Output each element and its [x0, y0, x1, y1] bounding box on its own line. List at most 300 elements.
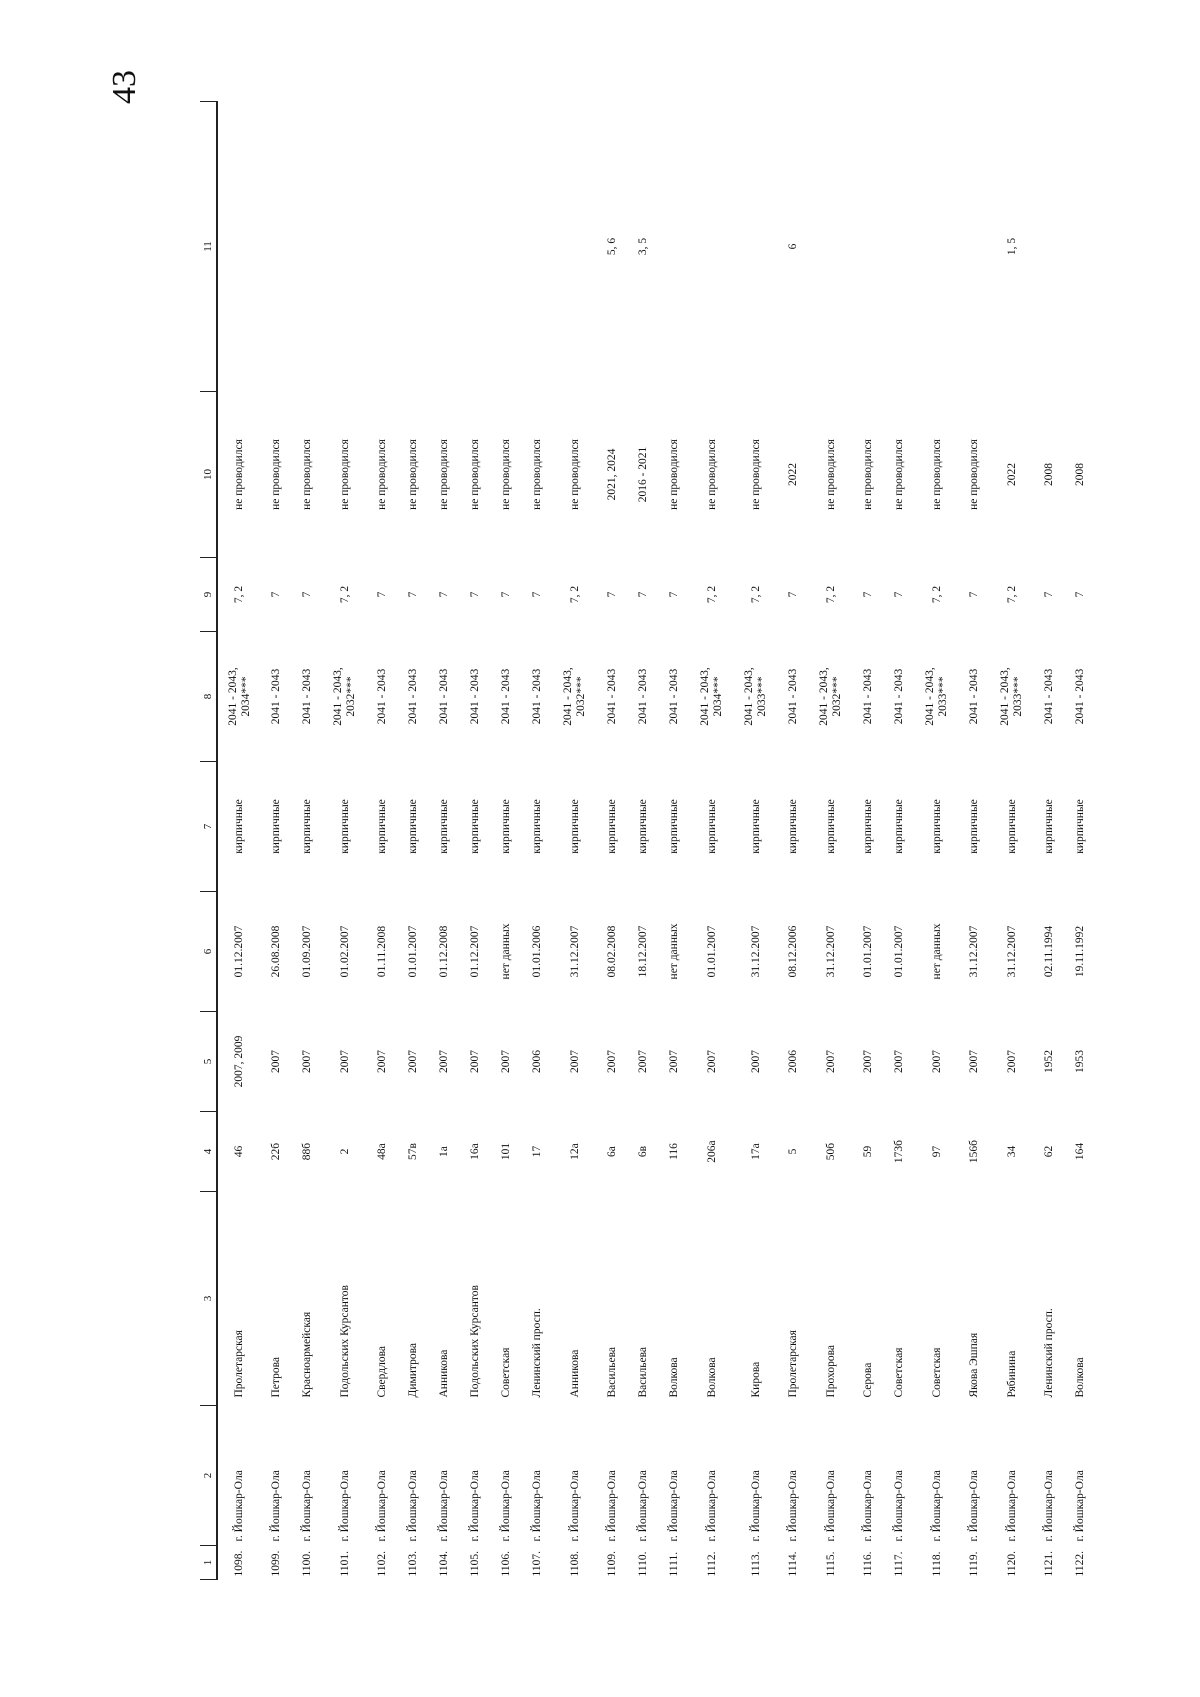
city-cell: г. Йошкар-Ола: [668, 1470, 680, 1542]
table-row: [990, 102, 1034, 1580]
period-cell: [323, 632, 367, 762]
material-cell: кирпичные: [376, 799, 388, 854]
city-cell: г. Йошкар-Ола: [824, 1470, 837, 1542]
wear-cell: 7, 2: [338, 585, 351, 604]
date-cell: 18.12.2007: [637, 925, 649, 978]
street-cell: Подольских Курсантов: [338, 1285, 351, 1398]
house-number-cell: 101: [500, 1142, 512, 1161]
table-row: [915, 102, 959, 1580]
material-cell: кирпичные: [862, 799, 874, 854]
row-number: 1115.: [824, 1551, 837, 1577]
period-cell: [460, 632, 491, 762]
material-cell: кирпичные: [606, 799, 618, 854]
house-number-cell: 57в: [407, 1143, 419, 1160]
city-cell: г. Йошкар-Ола: [606, 1470, 618, 1542]
house-number-cell: 62: [1043, 1145, 1055, 1158]
repair-cell: не проводился: [301, 439, 313, 510]
extra-cell: 3, 5: [637, 237, 649, 256]
period-line: 2041 - 2043: [1043, 668, 1055, 725]
period-line-extra: 2033***: [1012, 676, 1024, 717]
city-cell: г. Йошкар-Ола: [270, 1470, 282, 1542]
city-cell: г. Йошкар-Ола: [705, 1470, 718, 1542]
street-cell: Подольских Курсантов: [469, 1285, 481, 1398]
repair-cell: не проводился: [824, 439, 837, 510]
repair-cell: не проводился: [668, 439, 680, 510]
wear-cell: 7, 2: [824, 585, 837, 604]
period-cell: [1034, 632, 1065, 762]
material-cell: кирпичные: [500, 799, 512, 854]
city-cell: г. Йошкар-Ола: [438, 1470, 450, 1542]
house-number-cell: 173б: [893, 1139, 905, 1164]
period-line: 2041 - 2043: [1074, 668, 1086, 725]
repair-cell: 2022: [1005, 463, 1018, 486]
wear-cell: 7, 2: [568, 585, 581, 604]
extra-cell: [1065, 102, 1096, 392]
city-cell: г. Йошкар-Ола: [749, 1470, 762, 1542]
year-cell: 2007: [438, 1050, 450, 1073]
wear-cell: 7: [862, 591, 874, 598]
date-cell: 02.11.1994: [1043, 925, 1055, 978]
row-number: 1116.: [862, 1551, 874, 1577]
table-header: [200, 102, 217, 1580]
year-cell: 2007: [301, 1050, 313, 1073]
extra-cell: [367, 102, 398, 392]
table-row: [553, 102, 597, 1580]
header-row: [200, 102, 217, 1580]
table-row: [292, 102, 323, 1580]
row-number: 1098.: [233, 1550, 245, 1577]
house-number-cell: 48а: [376, 1143, 388, 1160]
house-number-cell: 164: [1074, 1142, 1086, 1161]
table-row: [884, 102, 915, 1580]
street-cell: Анникова: [568, 1349, 581, 1398]
extra-cell: [809, 102, 853, 392]
period-cell: [778, 632, 809, 762]
repair-cell: 2022: [787, 463, 799, 486]
house-number-cell: 34: [1005, 1145, 1018, 1158]
year-cell: 2007: [968, 1050, 980, 1073]
period-line-extra: 2032***: [345, 676, 357, 717]
street-cell: Пролетарская: [787, 1330, 799, 1398]
table-row: [659, 102, 690, 1580]
table-row: [460, 102, 491, 1580]
house-number-cell: 6а: [606, 1146, 618, 1157]
column-header-11: 11: [200, 102, 217, 392]
street-cell: Красноармейская: [301, 1311, 313, 1398]
year-cell: 2007: [893, 1050, 905, 1073]
period-line: 2041 - 2043: [862, 668, 874, 725]
extra-cell: 6: [787, 243, 799, 250]
period-line: 2041 - 2043: [407, 668, 419, 725]
year-cell: 2007: [824, 1050, 837, 1073]
city-cell: г. Йошкар-Ола: [787, 1470, 799, 1542]
table-body: [217, 102, 1096, 1580]
extra-cell: [491, 102, 522, 392]
year-cell: 2007: [407, 1050, 419, 1073]
city-cell: г. Йошкар-Ола: [1043, 1470, 1055, 1542]
wear-cell: 7: [301, 591, 313, 598]
period-line: 2041 - 2043: [301, 668, 313, 725]
wear-cell: 7, 2: [233, 585, 245, 604]
column-header-9: 9: [200, 558, 217, 632]
repair-cell: 2008: [1043, 463, 1055, 486]
house-number-cell: 17: [531, 1145, 543, 1158]
date-cell: 08.02.2008: [606, 925, 618, 978]
table-row: [778, 102, 809, 1580]
column-header-2: 2: [200, 1406, 217, 1546]
material-cell: кирпичные: [270, 799, 282, 854]
extra-cell: [1034, 102, 1065, 392]
year-cell: 2007: [469, 1050, 481, 1073]
wear-cell: 7: [469, 591, 481, 598]
period-line: 2041 - 2043,: [699, 667, 711, 726]
wear-cell: 7: [893, 591, 905, 598]
table-row: [398, 102, 429, 1580]
material-cell: кирпичные: [824, 799, 837, 854]
repair-cell: не проводился: [568, 439, 581, 510]
table-row: [734, 102, 778, 1580]
period-line: 2041 - 2043: [668, 668, 680, 725]
material-cell: кирпичные: [438, 799, 450, 854]
period-cell: [734, 632, 778, 762]
period-cell: [597, 632, 628, 762]
extra-cell: [853, 102, 884, 392]
extra-cell: [429, 102, 460, 392]
street-cell: Прохорова: [824, 1345, 837, 1398]
house-number-cell: 2: [338, 1148, 351, 1155]
house-number-cell: 97: [930, 1145, 943, 1158]
city-cell: г. Йошкар-Ола: [376, 1470, 388, 1542]
wear-cell: 7: [407, 591, 419, 598]
repair-cell: не проводился: [469, 439, 481, 510]
street-cell: Васильева: [606, 1346, 618, 1398]
repair-cell: не проводился: [438, 439, 450, 510]
extra-cell: [884, 102, 915, 392]
period-line: 2041 - 2043,: [226, 667, 239, 726]
wear-cell: 7: [787, 591, 799, 598]
year-cell: 2007: [637, 1050, 649, 1073]
period-cell: [367, 632, 398, 762]
date-cell: 01.11.2008: [376, 925, 388, 978]
material-cell: кирпичные: [407, 799, 419, 854]
year-cell: 2006: [787, 1050, 799, 1073]
date-cell: нет данных: [930, 923, 943, 980]
repair-cell: не проводился: [705, 439, 718, 510]
column-header-8: 8: [200, 632, 217, 762]
period-cell: [292, 632, 323, 762]
date-cell: 19.11.1992: [1074, 925, 1086, 978]
period-cell: [990, 632, 1034, 762]
extra-cell: [522, 102, 553, 392]
material-cell: кирпичные: [893, 799, 905, 854]
house-number-cell: 88б: [301, 1142, 313, 1161]
street-cell: Советская: [893, 1347, 905, 1398]
repair-cell: не проводился: [749, 439, 762, 510]
city-cell: г. Йошкар-Ола: [301, 1470, 313, 1542]
house-number-cell: 206а: [705, 1140, 718, 1163]
period-line-extra: 2034***: [712, 676, 724, 717]
period-cell: [261, 632, 292, 762]
street-cell: Волкова: [1074, 1357, 1086, 1398]
extra-cell: [460, 102, 491, 392]
street-cell: Рябинина: [1005, 1350, 1018, 1398]
row-number: 1104.: [438, 1551, 450, 1577]
wear-cell: 7: [606, 591, 618, 598]
material-cell: кирпичные: [930, 799, 943, 854]
house-number-cell: 116: [668, 1143, 680, 1160]
material-cell: кирпичные: [338, 799, 351, 854]
period-line: 2041 - 2043: [531, 668, 543, 725]
material-cell: кирпичные: [1043, 799, 1055, 854]
street-cell: Васильева: [637, 1346, 649, 1398]
street-cell: Ленинский просп.: [531, 1308, 543, 1398]
year-cell: 2007: [376, 1050, 388, 1073]
period-cell: [915, 632, 959, 762]
year-cell: 1952: [1043, 1050, 1055, 1073]
period-line: 2041 - 2043: [893, 668, 905, 725]
row-number: 1100.: [301, 1551, 313, 1577]
extra-cell: [217, 102, 261, 392]
street-cell: Димитрова: [407, 1343, 419, 1398]
date-cell: 26.08.2008: [270, 925, 282, 978]
city-cell: г. Йошкар-Ола: [930, 1470, 943, 1542]
year-cell: 2007, 2009: [233, 1035, 245, 1088]
street-cell: Пролетарская: [233, 1330, 245, 1398]
street-cell: Волкова: [668, 1357, 680, 1398]
date-cell: нет данных: [500, 923, 512, 980]
street-cell: Анникова: [438, 1349, 450, 1398]
column-header-10: 10: [200, 392, 217, 558]
row-number: 1117.: [893, 1551, 905, 1577]
city-cell: г. Йошкар-Ола: [1074, 1470, 1086, 1542]
street-cell: Ленинский просп.: [1043, 1308, 1055, 1398]
table-row: [853, 102, 884, 1580]
repair-cell: не проводился: [233, 439, 245, 510]
street-cell: Петрова: [270, 1357, 282, 1398]
house-number-cell: 46: [233, 1145, 245, 1158]
material-cell: кирпичные: [749, 799, 762, 854]
table-row: [809, 102, 853, 1580]
repair-cell: 2008: [1074, 463, 1086, 486]
city-cell: г. Йошкар-Ола: [1005, 1470, 1018, 1542]
period-line: 2041 - 2043,: [743, 667, 755, 726]
city-cell: г. Йошкар-Ола: [531, 1470, 543, 1542]
row-number: 1121.: [1043, 1551, 1055, 1577]
extra-cell: 5, 6: [606, 237, 618, 256]
period-cell: [659, 632, 690, 762]
wear-cell: 7: [531, 591, 543, 598]
period-cell: [553, 632, 597, 762]
row-number: 1106.: [500, 1551, 512, 1577]
city-cell: г. Йошкар-Ола: [338, 1470, 351, 1542]
period-cell: [522, 632, 553, 762]
extra-cell: [553, 102, 597, 392]
extra-cell: [323, 102, 367, 392]
city-cell: г. Йошкар-Ола: [500, 1470, 512, 1542]
column-header-7: 7: [200, 762, 217, 892]
year-cell: 2007: [1005, 1050, 1018, 1073]
date-cell: 31.12.2007: [568, 925, 581, 978]
table-row: [690, 102, 734, 1580]
wear-cell: 7: [1043, 591, 1055, 598]
row-number: 1107.: [531, 1551, 543, 1577]
material-cell: кирпичные: [1005, 799, 1018, 854]
row-number: 1102.: [376, 1551, 388, 1577]
repair-cell: не проводился: [862, 439, 874, 510]
wear-cell: 7: [637, 591, 649, 598]
material-cell: кирпичные: [705, 799, 718, 854]
wear-cell: 7: [968, 591, 980, 598]
extra-cell: 1, 5: [1005, 237, 1018, 256]
table-row: [959, 102, 990, 1580]
column-header-4: 4: [200, 1112, 217, 1192]
rotated-page: [200, 102, 1086, 1580]
date-cell: нет данных: [668, 923, 680, 980]
period-line: 2041 - 2043: [270, 668, 282, 725]
extra-cell: [915, 102, 959, 392]
period-line: 2041 - 2043,: [562, 667, 574, 726]
table-row: [1034, 102, 1065, 1580]
period-line: 2041 - 2043: [787, 668, 799, 725]
street-cell: Якова Эшпая: [968, 1332, 980, 1398]
row-number: 1119.: [968, 1551, 980, 1577]
date-cell: 01.12.2007: [233, 925, 245, 978]
date-cell: 31.12.2007: [968, 925, 980, 978]
house-number-cell: 22б: [270, 1142, 282, 1161]
wear-cell: 7, 2: [930, 585, 943, 604]
extra-cell: [659, 102, 690, 392]
period-line-extra: 2032***: [575, 676, 587, 717]
wear-cell: 7: [1074, 591, 1086, 598]
material-cell: кирпичные: [301, 799, 313, 854]
table-row: [217, 102, 261, 1580]
repair-cell: не проводился: [500, 439, 512, 510]
row-number: 1101.: [338, 1551, 351, 1577]
street-cell: Свердлова: [376, 1346, 388, 1398]
row-number: 1103.: [407, 1551, 419, 1577]
street-cell: Серова: [862, 1362, 874, 1398]
period-line-extra: 2032***: [831, 676, 843, 717]
table-row: [367, 102, 398, 1580]
date-cell: 01.12.2008: [438, 925, 450, 978]
period-cell: [690, 632, 734, 762]
house-number-cell: 5: [787, 1148, 799, 1155]
date-cell: 08.12.2006: [787, 925, 799, 978]
table-row: [491, 102, 522, 1580]
year-cell: 2007: [338, 1050, 351, 1073]
year-cell: 2007: [749, 1050, 762, 1073]
period-cell: [1065, 632, 1096, 762]
row-number: 1114.: [787, 1551, 799, 1577]
row-number: 1110.: [637, 1551, 649, 1577]
extra-cell: [292, 102, 323, 392]
date-cell: 01.01.2007: [407, 925, 419, 978]
material-cell: кирпичные: [469, 799, 481, 854]
wear-cell: 7: [668, 591, 680, 598]
date-cell: 01.09.2007: [301, 925, 313, 978]
wear-cell: 7: [376, 591, 388, 598]
wear-cell: 7, 2: [1005, 585, 1018, 604]
repair-cell: 2016 - 2021: [637, 446, 649, 503]
date-cell: 01.02.2007: [338, 925, 351, 978]
date-cell: 01.01.2006: [531, 925, 543, 978]
wear-cell: 7: [270, 591, 282, 598]
material-cell: кирпичные: [637, 799, 649, 854]
row-number: 1109.: [606, 1551, 618, 1577]
house-number-cell: 50б: [824, 1142, 837, 1161]
house-number-cell: 156б: [968, 1139, 980, 1164]
period-cell: [853, 632, 884, 762]
street-cell: Советская: [930, 1347, 943, 1398]
year-cell: 2007: [930, 1050, 943, 1073]
year-cell: 1953: [1074, 1050, 1086, 1073]
street-cell: Волкова: [705, 1357, 718, 1398]
period-cell: [884, 632, 915, 762]
row-number: 1105.: [469, 1551, 481, 1577]
wear-cell: 7: [438, 591, 450, 598]
period-line: 2041 - 2043: [500, 668, 512, 725]
period-cell: [398, 632, 429, 762]
date-cell: 01.01.2007: [862, 925, 874, 978]
city-cell: г. Йошкар-Ола: [637, 1470, 649, 1542]
house-number-cell: 12а: [568, 1143, 581, 1160]
house-number-cell: 17а: [749, 1143, 762, 1160]
year-cell: 2007: [862, 1050, 874, 1073]
period-line: 2041 - 2043: [376, 668, 388, 725]
date-cell: 01.12.2007: [469, 925, 481, 978]
table-row: [1065, 102, 1096, 1580]
material-cell: кирпичные: [233, 799, 245, 854]
column-header-5: 5: [200, 1012, 217, 1112]
row-number: 1112.: [705, 1551, 718, 1577]
wear-cell: 7, 2: [705, 585, 718, 604]
table-row: [628, 102, 659, 1580]
column-header-3: 3: [200, 1192, 217, 1406]
period-cell: [959, 632, 990, 762]
row-number: 1111.: [668, 1551, 680, 1577]
city-cell: г. Йошкар-Ола: [862, 1470, 874, 1542]
material-cell: кирпичные: [668, 799, 680, 854]
row-number: 1118.: [930, 1551, 943, 1577]
table-row: [261, 102, 292, 1580]
row-number: 1122.: [1074, 1551, 1086, 1577]
city-cell: г. Йошкар-Ола: [233, 1470, 245, 1542]
extra-cell: [734, 102, 778, 392]
house-number-cell: 16а: [469, 1143, 481, 1160]
housing-table: [200, 101, 1096, 1580]
row-number: 1113.: [749, 1551, 762, 1577]
street-cell: Кирова: [749, 1361, 762, 1398]
extra-cell: [261, 102, 292, 392]
repair-cell: не проводился: [968, 439, 980, 510]
city-cell: г. Йошкар-Ола: [968, 1470, 980, 1542]
date-cell: 31.12.2007: [824, 925, 837, 978]
repair-cell: не проводился: [376, 439, 388, 510]
period-line: 2041 - 2043: [637, 668, 649, 725]
period-line: 2041 - 2043,: [999, 667, 1011, 726]
date-cell: 31.12.2007: [749, 925, 762, 978]
house-number-cell: 59: [862, 1145, 874, 1158]
material-cell: кирпичные: [1074, 799, 1086, 854]
page-number: 43: [106, 70, 143, 104]
row-number: 1108.: [568, 1551, 581, 1577]
period-cell: [217, 632, 261, 762]
repair-cell: не проводился: [531, 439, 543, 510]
period-line: 2041 - 2043: [606, 668, 618, 725]
repair-cell: не проводился: [407, 439, 419, 510]
repair-cell: 2021, 2024: [606, 448, 618, 501]
wear-cell: 7: [500, 591, 512, 598]
